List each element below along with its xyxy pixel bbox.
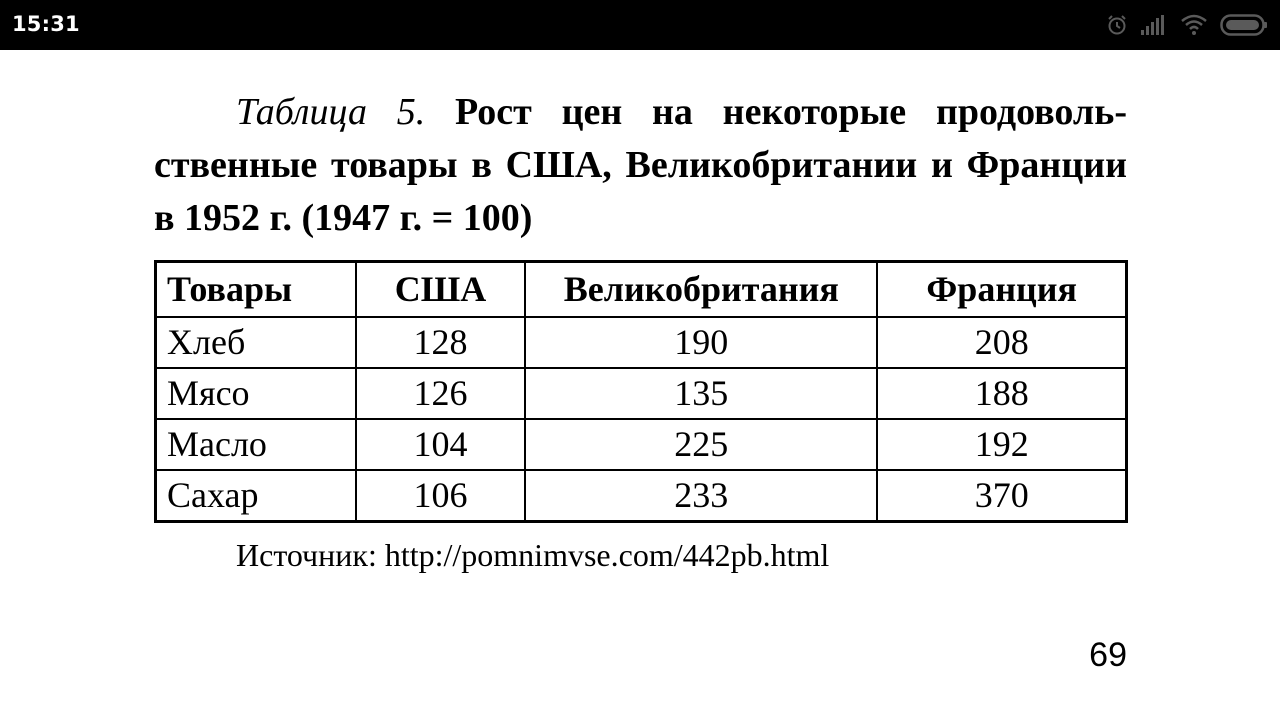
wifi-icon [1180, 14, 1208, 36]
source-note: Источник: http://pomnimvse.com/442pb.html [236, 537, 830, 573]
cell-france: 370 [877, 470, 1126, 522]
table-header-row [156, 262, 1127, 318]
table-caption [154, 86, 1127, 245]
cell-uk: 225 [525, 419, 877, 470]
header-usa: США [356, 262, 525, 318]
cell-uk: 190 [525, 317, 877, 368]
table-caption-title: Рост цен на некоторые продовольственные товары в США, Великобритании и Франции в 1952 г. (1947 г. = 100) [154, 91, 1127, 239]
header-france: Франция [877, 262, 1126, 318]
cell-france: 208 [877, 317, 1126, 368]
alarm-icon [1106, 14, 1128, 36]
cell-usa: 126 [356, 368, 525, 419]
price-table [154, 260, 1128, 523]
table-caption-label: Таблица 5. [236, 91, 426, 133]
status-time: 15:31 [12, 12, 80, 36]
page-number: 69 [1089, 636, 1127, 674]
signal-icon [1140, 14, 1168, 36]
cell-goods: Мясо [156, 368, 356, 419]
cell-usa: 128 [356, 317, 525, 368]
status-icons [1106, 11, 1268, 39]
cell-uk: 135 [525, 368, 877, 419]
table-row [156, 368, 1127, 419]
header-uk: Великобритания [525, 262, 877, 318]
cell-france: 192 [877, 419, 1126, 470]
cell-france: 188 [877, 368, 1126, 419]
table-row [156, 470, 1127, 522]
status-bar [0, 0, 1280, 50]
cell-goods: Масло [156, 419, 356, 470]
cell-uk: 233 [525, 470, 877, 522]
table-row [156, 317, 1127, 368]
cell-goods: Сахар [156, 470, 356, 522]
header-goods: Товары [156, 262, 356, 318]
document-page [0, 50, 1280, 720]
battery-icon [1220, 13, 1268, 37]
table-row [156, 419, 1127, 470]
cell-usa: 104 [356, 419, 525, 470]
cell-goods: Хлеб [156, 317, 356, 368]
cell-usa: 106 [356, 470, 525, 522]
